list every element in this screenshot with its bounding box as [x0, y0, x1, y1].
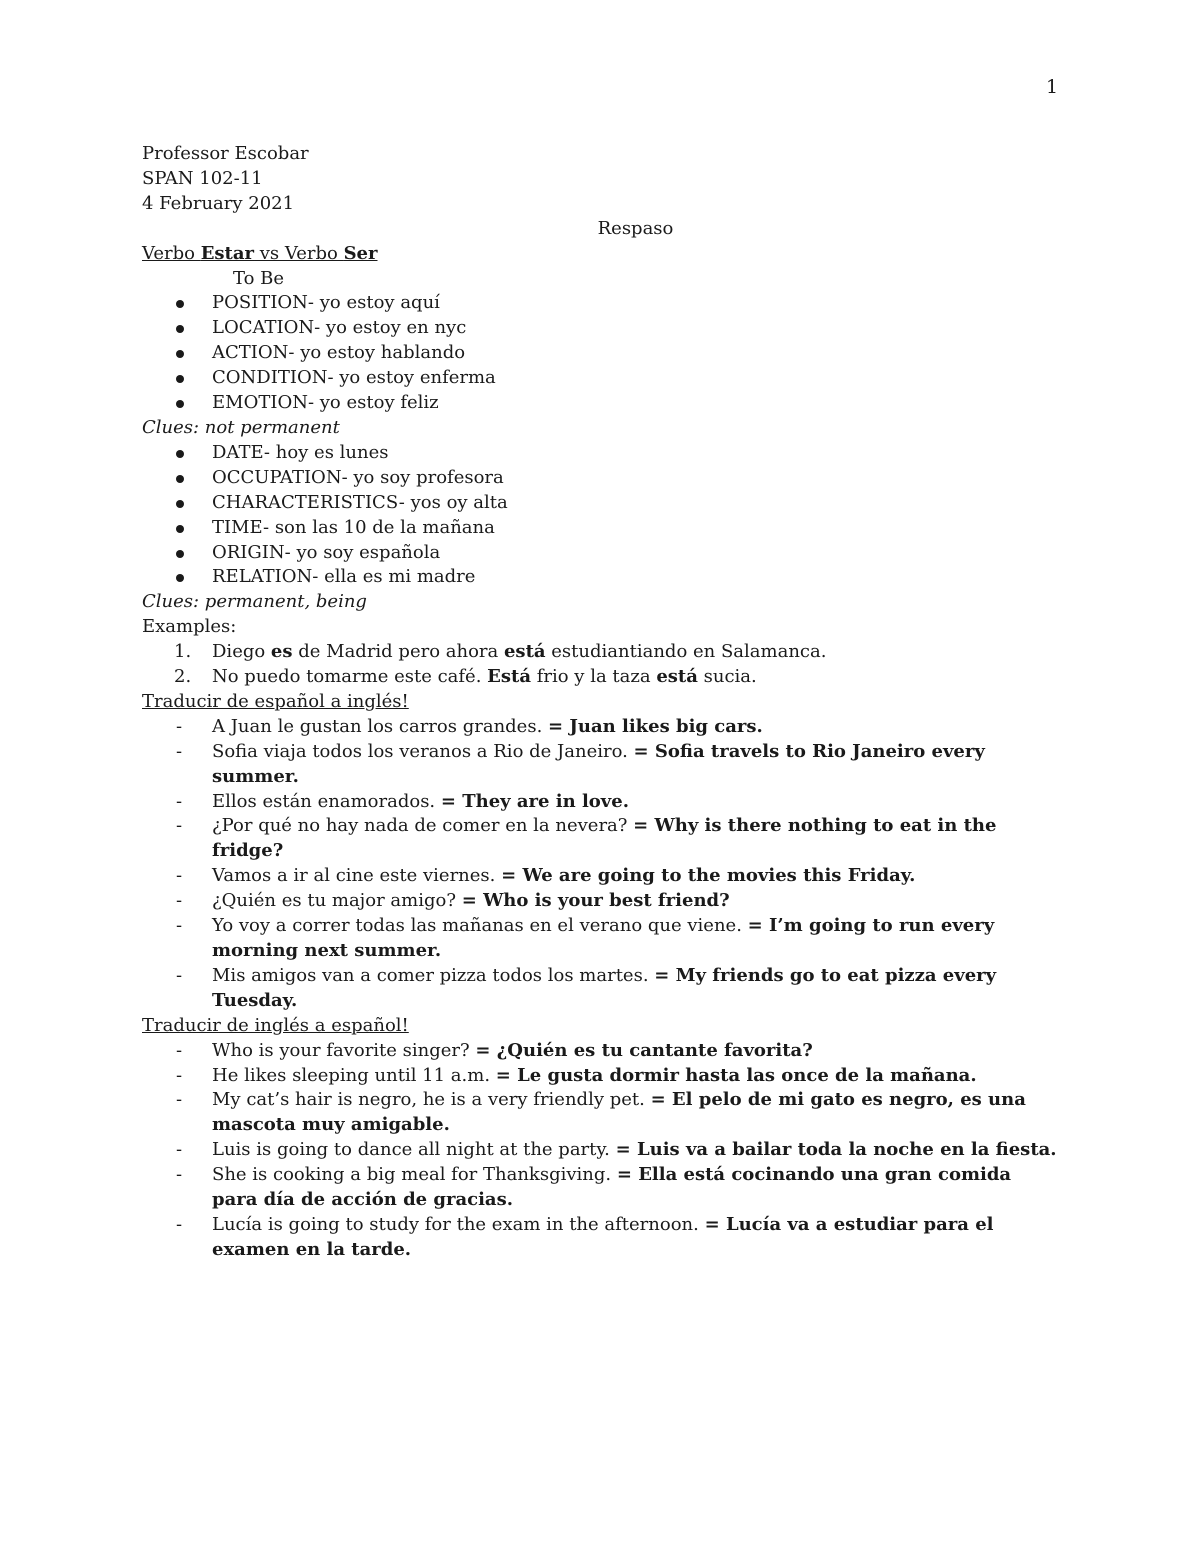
section-heading-es-to-en: Traducir de español a inglés! [142, 690, 409, 712]
heading-part: vs Verbo [254, 242, 344, 264]
list-item [142, 316, 1057, 341]
question-text: ¿Por qué no hay nada de comer en la nevera? [212, 815, 634, 837]
question-text: She is cooking a big meal for Thanksgiving. [212, 1164, 617, 1186]
dash-marker: - [176, 1164, 183, 1186]
dash-marker: - [176, 1039, 183, 1061]
bullet-icon [176, 350, 184, 358]
list-item [142, 291, 1057, 316]
dash-marker: - [176, 865, 183, 887]
item-number: 1. [174, 641, 192, 663]
question-text: Vamos a ir al cine este viernes. [212, 865, 502, 887]
answer-text: = They are in love. [440, 790, 629, 812]
answer-text: = Sofia travels to Rio Janeiro every summer. [212, 740, 985, 787]
heading-part: Verbo [142, 242, 201, 264]
list-item [142, 1088, 1057, 1138]
list-item [142, 491, 1057, 516]
list-item-text: ORIGIN- yo soy española [212, 541, 441, 563]
bullet-icon [176, 550, 184, 558]
es-to-en-list [142, 715, 1057, 1014]
dash-marker: - [176, 964, 183, 986]
to-be-label: To Be [233, 267, 285, 289]
list-item [142, 516, 1057, 541]
question-text: ¿Quién es tu major amigo? [212, 890, 462, 912]
document-date: 4 February 2021 [142, 192, 295, 214]
dash-marker: - [176, 715, 183, 737]
section-heading-estar-ser [142, 242, 1057, 267]
text-run: Diego [212, 641, 271, 663]
list-item-text: LOCATION- yo estoy en nyc [212, 317, 467, 339]
list-item [142, 914, 1057, 964]
estar-clues: Clues: not permanent [142, 416, 340, 438]
list-item [142, 441, 1057, 466]
document-title: Respaso [597, 217, 674, 239]
dash-marker: - [176, 1064, 183, 1086]
heading-estar: Estar [200, 242, 255, 264]
item-number: 2. [174, 666, 192, 688]
text-run: frio y la taza [531, 666, 657, 688]
bullet-icon [176, 574, 184, 582]
question-text: Lucía is going to study for the exam in the afternoon. [212, 1213, 705, 1235]
example-item [142, 665, 1057, 690]
course-code: SPAN 102-11 [142, 167, 263, 189]
list-item-text: ACTION- yo estoy hablando [212, 342, 466, 364]
list-item-text: DATE- hoy es lunes [212, 441, 389, 463]
question-text: Mis amigos van a comer pizza todos los martes. [212, 964, 655, 986]
text-run: de Madrid pero ahora [292, 641, 504, 663]
question-text: My cat’s hair is negro, he is a very friendly pet. [212, 1089, 651, 1111]
list-item [142, 341, 1057, 366]
question-text: Yo voy a correr todas las mañanas en el verano que viene. [212, 915, 748, 937]
text-bold: es [270, 641, 293, 663]
bullet-icon [176, 300, 184, 308]
document-body [142, 142, 1057, 1263]
dash-marker: - [176, 1089, 183, 1111]
list-item [142, 1064, 1057, 1089]
estar-uses-list [142, 291, 1057, 416]
answer-text: = ¿Quién es tu cantante favorita? [475, 1039, 813, 1061]
dash-marker: - [176, 915, 183, 937]
list-item [142, 864, 1057, 889]
bullet-icon [176, 525, 184, 533]
answer-text: = Why is there nothing to eat in the fridge? [212, 815, 997, 862]
bullet-icon [176, 475, 184, 483]
bullet-icon [176, 400, 184, 408]
dash-marker: - [176, 890, 183, 912]
list-item [142, 466, 1057, 491]
professor-name: Professor Escobar [142, 143, 309, 164]
list-item-text: CHARACTERISTICS- yos oy alta [212, 491, 508, 513]
examples-label: Examples: [142, 616, 237, 638]
answer-text: = Ella está cocinando una gran comida para día de acción de gracias. [212, 1164, 1012, 1211]
question-text: Luis is going to dance all night at the party. [212, 1139, 616, 1161]
text-bold: está [656, 666, 698, 688]
answer-text: = My friends go to eat pizza every Tuesday. [212, 964, 997, 1011]
list-item [142, 1138, 1057, 1163]
list-item [142, 541, 1057, 566]
list-item [142, 715, 1057, 740]
answer-text: = We are going to the movies this Friday. [501, 865, 916, 887]
list-item [142, 1213, 1057, 1263]
bullet-icon [176, 325, 184, 333]
answer-text: = Lucía va a estudiar para el examen en la tarde. [212, 1213, 994, 1260]
en-to-es-list [142, 1039, 1057, 1263]
dash-marker: - [176, 1139, 183, 1161]
text-run: No puedo tomarme este café. [212, 666, 488, 688]
list-item-text: POSITION- yo estoy aquí [212, 292, 440, 314]
answer-text: = Who is your best friend? [461, 890, 730, 912]
list-item [142, 790, 1057, 815]
answer-text: = Luis va a bailar toda la noche en la fiesta. [615, 1139, 1057, 1161]
list-item [142, 565, 1057, 590]
bullet-icon [176, 375, 184, 383]
text-bold: está [503, 641, 546, 663]
section-heading-en-to-es: Traducir de inglés a español! [142, 1014, 409, 1036]
ser-clues: Clues: permanent, being [142, 591, 367, 613]
examples-list [142, 640, 1057, 690]
ser-uses-list [142, 441, 1057, 590]
question-text: A Juan le gustan los carros grandes. [212, 715, 549, 737]
question-text: Sofia viaja todos los veranos a Rio de Janeiro. [212, 740, 634, 762]
bullet-icon [176, 450, 184, 458]
question-text: Who is your favorite singer? [212, 1039, 476, 1061]
question-text: Ellos están enamorados. [212, 790, 441, 812]
list-item [142, 814, 1057, 864]
list-item-text: EMOTION- yo estoy feliz [212, 392, 439, 414]
list-item [142, 740, 1057, 790]
dash-marker: - [176, 815, 183, 837]
text-run: sucia. [697, 666, 757, 688]
list-item [142, 1163, 1057, 1213]
answer-text: = Juan likes big cars. [548, 715, 763, 737]
text-run: estudiantiando en Salamanca. [545, 641, 827, 663]
list-item [142, 391, 1057, 416]
list-item [142, 889, 1057, 914]
dash-marker: - [176, 790, 183, 812]
list-item-text: CONDITION- yo estoy enferma [212, 367, 496, 389]
page-number: 1 [1046, 76, 1059, 98]
list-item-text: OCCUPATION- yo soy profesora [212, 466, 504, 488]
list-item [142, 964, 1057, 1014]
list-item [142, 366, 1057, 391]
question-text: He likes sleeping until 11 a.m. [212, 1064, 496, 1086]
heading-ser: Ser [343, 242, 378, 264]
list-item-text: RELATION- ella es mi madre [212, 566, 476, 588]
example-item [142, 640, 1057, 665]
list-item-text: TIME- son las 10 de la mañana [212, 516, 495, 538]
answer-text: = I’m going to run every morning next summer. [212, 915, 995, 961]
answer-text: = Le gusta dormir hasta las once de la mañana. [495, 1064, 977, 1086]
dash-marker: - [176, 1213, 183, 1235]
list-item [142, 1039, 1057, 1064]
answer-text: = El pelo de mi gato es negro, es una mascota muy amigable. [212, 1089, 1026, 1136]
text-bold: Está [487, 666, 531, 688]
bullet-icon [176, 500, 184, 508]
dash-marker: - [176, 740, 183, 762]
